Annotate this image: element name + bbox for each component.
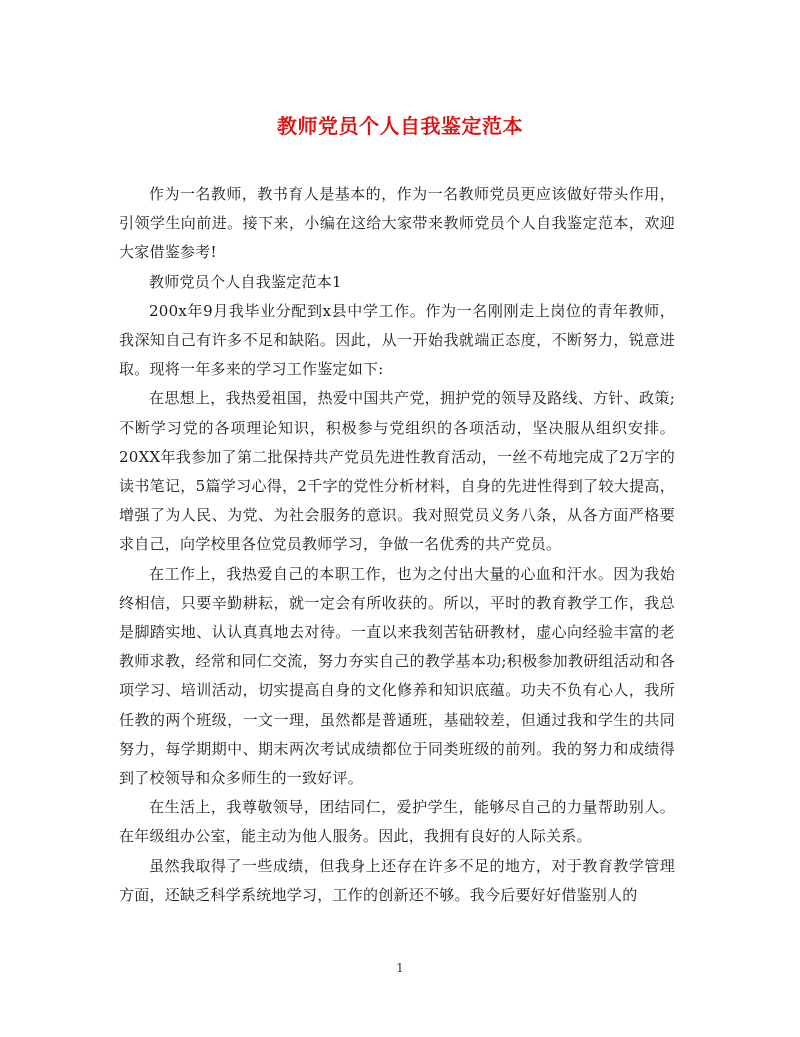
document-body — [119, 180, 675, 910]
body-paragraph: 在生活上，我尊敬领导，团结同仁，爱护学生，能够尽自己的力量帮助别人。在年级组办公室，能主动为他人服务。因此，我拥有良好的人际关系。 — [119, 798, 675, 846]
body-paragraph: 在工作上，我热爱自己的本职工作，也为之付出大量的心血和汗水。因为我始终相信，只要辛勤耕耘，就一定会有所收获的。所以，平时的教育教学工作，我总是脚踏实地、认认真真地去对待。一直以来我刻苦钻研教材，虚心向经验丰富的老教师求教，经常和同仁交流，努力夯实自己的教学基本功;积极参加教研组活动和各项学习、培训活动，切实提高自身的文化修养和知识底蕴。功夫不负有心人，我所任教的两个班级，一文一理，虽然都是普通班，基础较差，但通过我和学生的共同努力，每学期期中、期末两次考试成绩都位于同类班级的前列。我的努力和成绩得到了校领导和众多师生的一致好评。 — [119, 564, 675, 788]
body-paragraph: 虽然我取得了一些成绩，但我身上还存在许多不足的地方，对于教育教学管理方面，还缺乏科学系统地学习，工作的创新还不够。我今后要好好借鉴别人的 — [119, 856, 675, 904]
body-paragraph: 在思想上，我热爱祖国，热爱中国共产党，拥护党的领导及路线、方针、政策;不断学习党的各项理论知识，积极参与党组织的各项活动，坚决服从组织安排。20XX年我参加了第二批保持共产党员先进性教育活动，一丝不苟地完成了2万字的读书笔记，5篇学习心得，2千字的党性分析材料，自身的先进性得到了较大提高，增强了为人民、为党、为社会服务的意识。我对照党员义务八条，从各方面严格要求自己，向学校里各位党员教师学习，争做一名优秀的共产党员。 — [119, 389, 675, 554]
body-paragraph: 200x年9月我毕业分配到x县中学工作。作为一名刚刚走上岗位的青年教师，我深知自己有许多不足和缺陷。因此，从一开始我就端正态度，不断努力，锐意进取。现将一年多来的学习工作鉴定如下: — [119, 301, 675, 379]
section-heading: 教师党员个人自我鉴定范本1 — [149, 272, 342, 291]
intro-paragraph: 作为一名教师，教书育人是基本的，作为一名教师党员更应该做好带头作用，引领学生向前进。接下来，小编在这给大家带来教师党员个人自我鉴定范本，欢迎大家借鉴参考! — [119, 185, 675, 262]
page-number: 1 — [396, 961, 404, 975]
document-title: 教师党员个人自我鉴定范本 — [277, 114, 523, 138]
